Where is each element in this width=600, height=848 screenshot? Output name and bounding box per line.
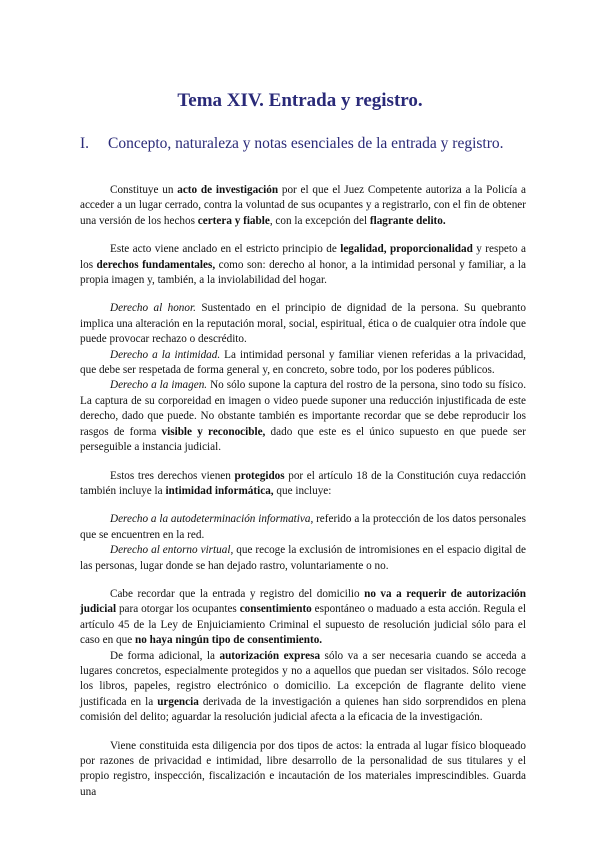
section-heading-text: Concepto, naturaleza y notas esenciales de la entrada y registro. — [108, 135, 504, 152]
paragraph: Estos tres derechos vienen protegidos por el artículo 18 de la Constitución cuya redacción también incluye la intimidad informática, que incluye: — [80, 469, 526, 497]
paragraph: Derecho a la intimidad. La intimidad personal y familiar vienen referidas a la privacidad, que debe ser respetada de forma general y, en concreto, sobre todo, por los poderes públicos. — [80, 348, 526, 377]
paragraph: Derecho al entorno virtual, que recoge la exclusión de intromisiones en el espacio digital de las personas, lugar donde se han dejado rastro, voluntariamente o no. — [80, 544, 526, 572]
paragraph: Derecho a la imagen. No sólo supone la captura del rostro de la persona, sino todo su físico. La captura de su corporeidad en imagen o video puede suponer una reducción injustificada de este derecho, dado que puede. No obstante también es importante recordar que se debe reproducir los rasgos de forma visible y reconocible, dado que este es el único supuesto en que puede ser perseguible a instancia judicial. — [80, 379, 526, 454]
section-heading — [80, 133, 520, 155]
paragraph: Este acto viene anclado en el estricto principio de legalidad, proporcionalidad y respeto a los derechos fundamentales, como son: derecho al honor, a la intimidad personal y familiar, a la propia imagen y, también, a la inviolabilidad del hogar. — [80, 243, 526, 287]
paragraph: Derecho a la autodeterminación informativa, referido a la protección de los datos personales que se encuentren en la red. — [80, 513, 527, 541]
paragraph: Cabe recordar que la entrada y registro del domicilio no va a requerir de autorización judicial para otorgar los ocupantes consentimiento espontáneo o maduado a esta acción. Regula el artículo 45 de la Ley de Enjuiciamiento Criminal el supuesto de resolución judicial sólo para el caso en que no haya ningún tipo de consentimiento. — [80, 587, 526, 647]
paragraph: Viene constituida esta diligencia por dos tipos de actos: la entrada al lugar físico bloqueado por razones de privacidad e intimidad, libre desarrollo de la personalidad de sus titulares y el propio registro, inspección, fiscalización e incautación de los materiales imprescindibles. Guarda una — [80, 739, 526, 798]
section-number: I. — [80, 135, 90, 152]
paragraph: Derecho al honor. Sustentado en el principio de dignidad de la persona. Su quebranto implica una alteración en la reputación moral, social, espiritual, ética o de cualquier otra índole que puede provocar rechazo o descrédito. — [80, 302, 526, 346]
page-title: Tema XIV. Entrada y registro. — [177, 90, 423, 111]
document-body — [80, 183, 526, 800]
paragraph: De forma adicional, la autorización expresa sólo va a ser necesaria cuando se acceda a lugares concretos, especialmente protegidos y no a aquellos que puedan ser visitados. Sólo recoge los libros, papeles, registro electrónico o domicilio. La excepción de flagrante delito viene justificada en la urgencia derivada de la investigación a quienes han sido sorprendidos en plena comisión del delito; aguardar la resolución judicial afecta a la eficacia de la investigación. — [80, 649, 526, 724]
paragraph: Constituye un acto de investigación por el que el Juez Competente autoriza a la Policía a acceder a un lugar cerrado, contra la voluntad de sus ocupantes y a registrarlo, con el fin de obtener una versión de los hechos certera y fiable, con la excepción del flagrante delito. — [80, 184, 526, 227]
